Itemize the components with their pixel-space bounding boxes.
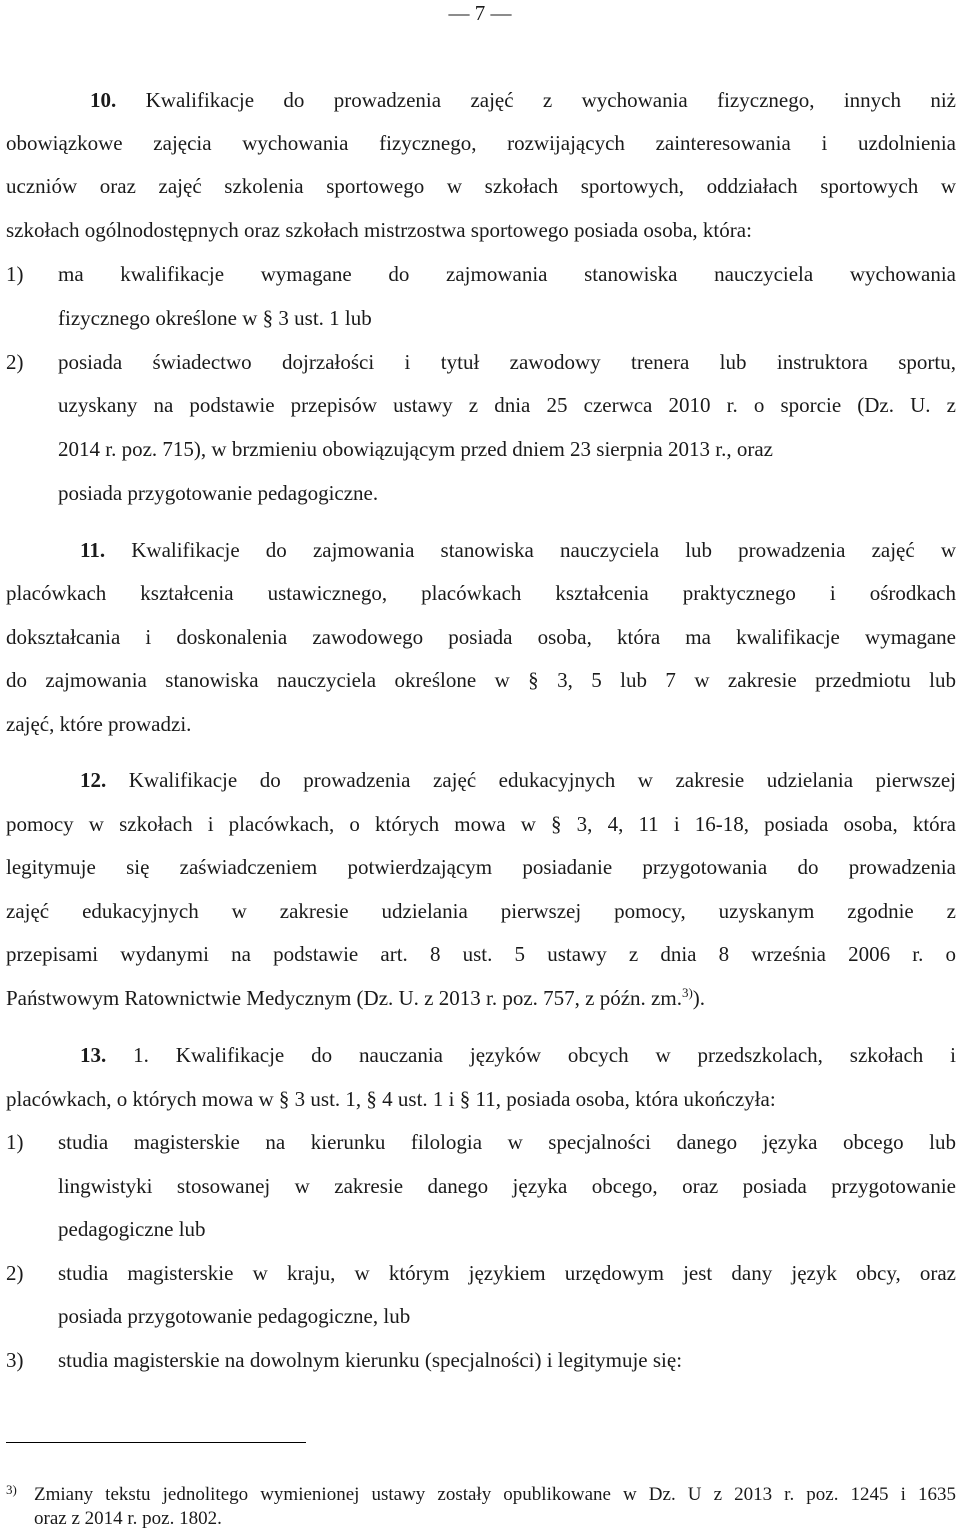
section-11-line-2: placówkach kształcenia ustawicznego, placówkach kształcenia praktycznego i ośrodkach (6, 581, 956, 605)
section-10-line-3: uczniów oraz zajęć szkolenia sportowego w szkołach sportowych, oddziałach sportowych w (6, 174, 956, 198)
section-13-item-1-line-2: lingwistyki stosowanej w zakresie danego języka obcego, oraz posiada przygotowanie (58, 1174, 956, 1198)
section-10-item-1-line-2: fizycznego określone w § 3 ust. 1 lub (58, 306, 372, 330)
footnote-separator (6, 1442, 306, 1443)
footnote-reference: 3) (681, 985, 693, 1000)
section-12-line-6: Państwowym Ratownictwie Medycznym (Dz. U. z 2013 r. poz. 757, z późn. zm.$^{3)}$). (6, 985, 706, 1010)
section-13-item-2-number: 2) (6, 1261, 24, 1285)
section-13-item-1-line-1: studia magisterskie na kierunku filologia w specjalności danego języka obcego lub (58, 1130, 956, 1154)
section-13-item-3-number: 3) (6, 1348, 24, 1372)
section-10-line-2: obowiązkowe zajęcia wychowania fizycznego, rozwijających zainteresowania i uzdolnienia (6, 131, 956, 155)
section-10-item-1-line-1: ma kwalifikacje wymagane do zajmowania stanowiska nauczyciela wychowania (58, 262, 956, 286)
section-13-item-1-line-3: pedagogiczne lub (58, 1217, 206, 1241)
section-12-line-5: przepisami wydanymi na podstawie art. 8 ust. 5 ustawy z dnia 8 września 2006 r. o (6, 942, 956, 966)
section-10-number: 10. (90, 88, 117, 112)
section-10-item-2-line-1: posiada świadectwo dojrzałości i tytuł zawodowy trenera lub instruktora sportu, (58, 350, 956, 374)
footnote-mark: 3) (6, 1482, 17, 1497)
section-13-item-3-line-1: studia magisterskie na dowolnym kierunku (specjalności) i legitymuje się: (58, 1348, 683, 1372)
section-13-line-1: 13. 1. Kwalifikacje do nauczania języków obcych w przedszkolach, szkołach i (80, 1043, 956, 1067)
section-11-line-4: do zajmowania stanowiska nauczyciela określone w § 3, 5 lub 7 w zakresie przedmiotu lub (6, 668, 956, 692)
footnote-line-1: Zmiany tekstu jednolitego wymienionej ustawy zostały opublikowane w Dz. U z 2013 r. poz. 1245 i 1635 (34, 1484, 956, 1505)
section-11-line-1: 11. Kwalifikacje do zajmowania stanowiska nauczyciela lub prowadzenia zajęć w (80, 538, 956, 562)
section-10-item-2-line-2: uzyskany na podstawie przepisów ustawy z dnia 25 czerwca 2010 r. o sporcie (Dz. U. z (58, 393, 956, 417)
section-10-line-4: szkołach ogólnodostępnych oraz szkołach mistrzostwa sportowego posiada osoba, która: (6, 218, 752, 242)
section-10-item-2-line-3: 2014 r. poz. 715), w brzmieniu obowiązującym przed dniem 23 sierpnia 2013 r., oraz (58, 437, 773, 461)
section-12-line-2: pomocy w szkołach i placówkach, o których mowa w § 3, 4, 11 i 16-18, posiada osoba, która (6, 812, 956, 836)
section-13-line-2: placówkach, o których mowa w § 3 ust. 1, § 4 ust. 1 i § 11, posiada osoba, która ukończyła: (6, 1087, 776, 1111)
section-11-number: 11. (80, 538, 106, 562)
section-13-item-1-number: 1) (6, 1130, 24, 1154)
section-10-item-2-line-4: posiada przygotowanie pedagogiczne. (58, 481, 379, 505)
footnote-line-2: oraz z 2014 r. poz. 1802. (34, 1508, 222, 1529)
page-number: — 7 — (448, 1, 512, 25)
section-10-item-1-number: 1) (6, 262, 24, 286)
section-12-number: 12. (80, 768, 107, 792)
section-11-line-5: zajęć, które prowadzi. (6, 712, 192, 736)
section-10-item-2-number: 2) (6, 350, 24, 374)
section-12-line-1: 12. Kwalifikacje do prowadzenia zajęć edukacyjnych w zakresie udzielania pierwszej (80, 768, 957, 792)
section-13-item-2-line-1: studia magisterskie w kraju, w którym językiem urzędowym jest dany język obcy, oraz (58, 1261, 956, 1285)
section-12-line-3: legitymuje się zaświadczeniem potwierdzającym posiadanie przygotowania do prowadzenia (6, 855, 956, 879)
section-12-line-4: zajęć edukacyjnych w zakresie udzielania pierwszej pomocy, uzyskanym zgodnie z (6, 899, 956, 923)
section-10-line-1: 10. Kwalifikacje do prowadzenia zajęć z wychowania fizycznego, innych niż (90, 88, 957, 112)
section-11-line-3: dokształcania i doskonalenia zawodowego posiada osoba, która ma kwalifikacje wymagane (6, 625, 956, 649)
section-13-number: 13. (80, 1043, 107, 1067)
section-13-item-2-line-2: posiada przygotowanie pedagogiczne, lub (58, 1304, 411, 1328)
